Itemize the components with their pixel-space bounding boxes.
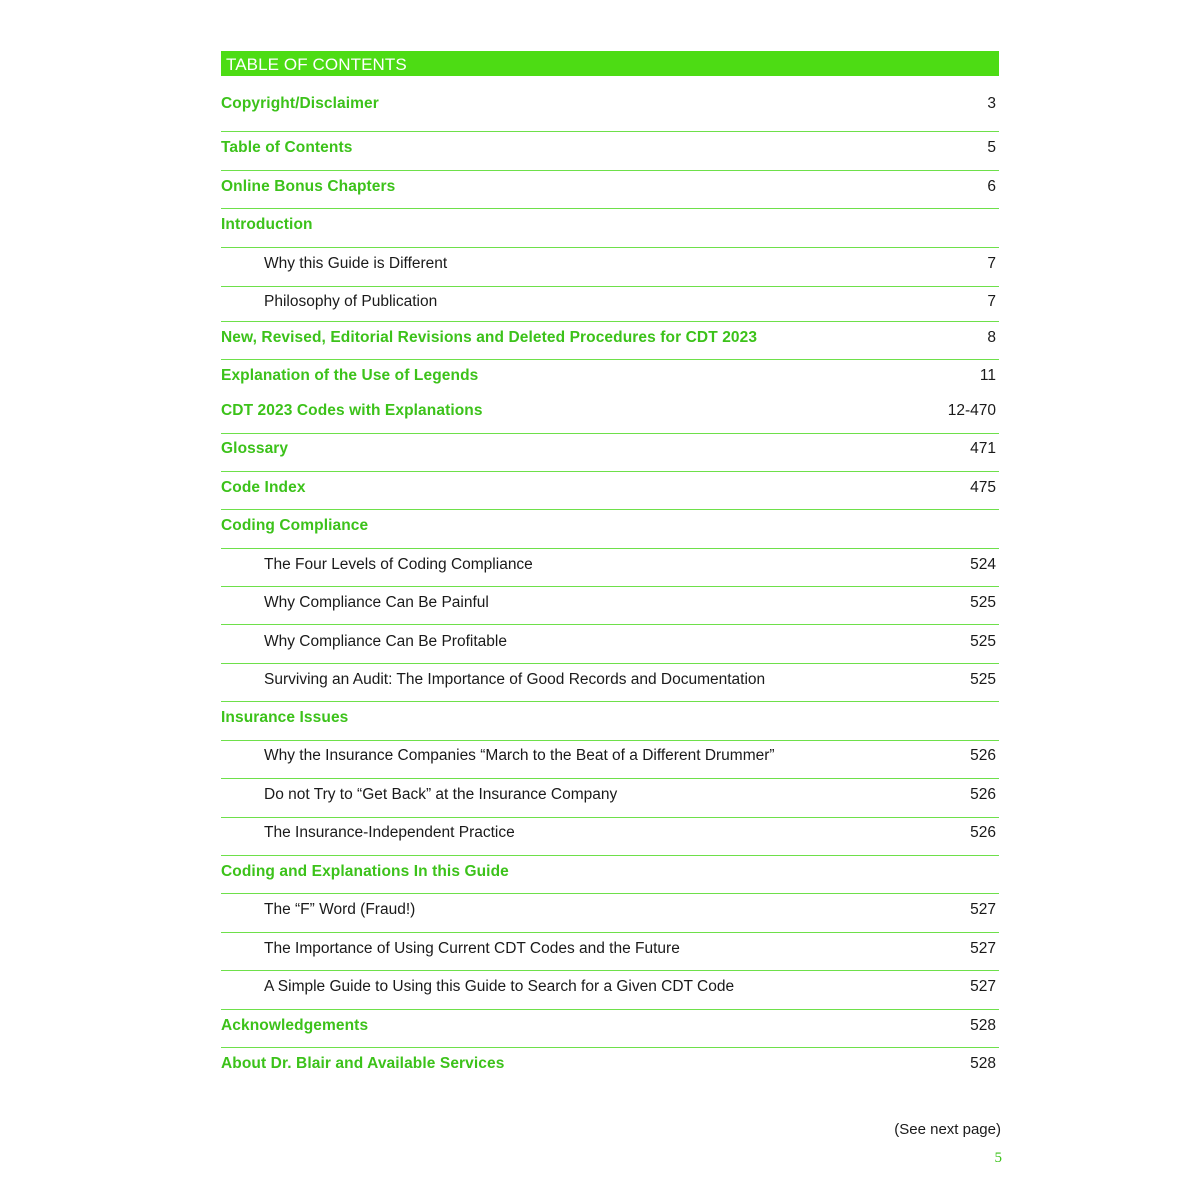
toc-entry-label: CDT 2023 Codes with Explanations: [221, 402, 483, 419]
divider: [221, 433, 999, 434]
toc-entry[interactable]: [221, 708, 999, 728]
toc-entry-label: New, Revised, Editorial Revisions and Deleted Procedures for CDT 2023: [221, 329, 758, 346]
divider: [221, 817, 999, 818]
toc-entry-page: 526: [970, 824, 996, 841]
divider: [221, 247, 999, 248]
toc-entry-page: 475: [970, 479, 996, 496]
divider: [221, 586, 999, 587]
toc-entry-label: Surviving an Audit: The Importance of Good Records and Documentation: [264, 671, 766, 688]
toc-entry-page: 528: [970, 1017, 996, 1034]
toc-entry[interactable]: [221, 823, 999, 843]
toc-entry-page: 525: [970, 594, 996, 611]
divider: [221, 208, 999, 209]
divider: [221, 701, 999, 702]
toc-entry-label: Online Bonus Chapters: [221, 178, 396, 195]
toc-entry[interactable]: [221, 1016, 999, 1036]
toc-entry[interactable]: [221, 138, 999, 158]
divider: [221, 548, 999, 549]
toc-entry-page: 12-470: [947, 402, 996, 419]
divider: [221, 663, 999, 664]
divider: [221, 778, 999, 779]
toc-entry-label: Explanation of the Use of Legends: [221, 367, 479, 384]
toc-entry-page: 3: [987, 95, 996, 112]
divider: [221, 855, 999, 856]
toc-entry[interactable]: [221, 555, 999, 575]
toc-entry[interactable]: [221, 746, 999, 766]
toc-entry-label: Why this Guide is Different: [264, 255, 448, 272]
divider: [221, 1009, 999, 1010]
divider: [221, 932, 999, 933]
toc-entry-page: 525: [970, 633, 996, 650]
toc-entry-label: A Simple Guide to Using this Guide to Search for a Given CDT Code: [264, 978, 735, 995]
divider: [221, 1047, 999, 1048]
toc-entry-label: The “F” Word (Fraud!): [264, 901, 416, 918]
toc-entry[interactable]: [221, 366, 999, 386]
divider: [221, 624, 999, 625]
divider: [221, 509, 999, 510]
toc-entry-label: The Four Levels of Coding Compliance: [264, 556, 533, 573]
toc-entry[interactable]: [221, 900, 999, 920]
toc-entry[interactable]: [221, 1054, 999, 1074]
toc-entry-label: Copyright/Disclaimer: [221, 95, 379, 112]
toc-entry-label: Glossary: [221, 440, 289, 457]
toc-entry-label: Why Compliance Can Be Painful: [264, 594, 489, 611]
toc-entry[interactable]: [221, 439, 999, 459]
toc-entry[interactable]: [221, 862, 999, 882]
toc-entry[interactable]: [221, 328, 999, 348]
toc-entry[interactable]: [221, 593, 999, 613]
toc-entry[interactable]: [221, 785, 999, 805]
toc-entry[interactable]: [221, 177, 999, 197]
divider: [221, 893, 999, 894]
toc-entry-page: 7: [987, 293, 996, 310]
toc-entry-page: 11: [979, 367, 996, 384]
divider: [221, 970, 999, 971]
divider: [221, 131, 999, 132]
toc-entry-page: 526: [970, 786, 996, 803]
toc-entry-page: 6: [987, 178, 996, 195]
toc-header-bar: [221, 51, 999, 76]
toc-entry-page: 7: [987, 255, 996, 272]
toc-entry-page: 524: [970, 556, 996, 573]
toc-entry-page: 8: [987, 329, 996, 346]
toc-entry-page: 525: [970, 671, 996, 688]
page-number: 5: [994, 1150, 1002, 1166]
toc-entry-label: Acknowledgements: [221, 1017, 369, 1034]
toc-entry-page: 527: [970, 940, 996, 957]
toc-entry[interactable]: [221, 977, 999, 997]
toc-entry[interactable]: [221, 94, 999, 114]
toc-entry[interactable]: [221, 632, 999, 652]
see-next-note: (See next page): [894, 1121, 1001, 1138]
toc-entry[interactable]: [221, 401, 999, 421]
toc-entry-label: Coding and Explanations In this Guide: [221, 863, 509, 880]
divider: [221, 740, 999, 741]
divider: [221, 286, 999, 287]
toc-entry-label: The Importance of Using Current CDT Codes and the Future: [264, 940, 680, 957]
toc-entry[interactable]: [221, 215, 999, 235]
toc-entry-label: Do not Try to “Get Back” at the Insurance Company: [264, 786, 618, 803]
toc-entry-page: 5: [987, 139, 996, 156]
toc-entry[interactable]: [221, 254, 999, 274]
divider: [221, 170, 999, 171]
toc-entry[interactable]: [221, 670, 999, 690]
toc-entry-label: Introduction: [221, 216, 313, 233]
toc-entry-page: 527: [970, 978, 996, 995]
toc-entry[interactable]: [221, 292, 999, 312]
toc-entry[interactable]: [221, 516, 999, 536]
toc-header-title: TABLE OF CONTENTS: [226, 55, 407, 74]
toc-entry-page: 471: [970, 440, 996, 457]
toc-entry-page: 527: [970, 901, 996, 918]
toc-entry-label: Why the Insurance Companies “March to the Beat of a Different Drummer”: [264, 747, 775, 764]
toc-entry-label: Table of Contents: [221, 139, 353, 156]
toc-entry[interactable]: [221, 939, 999, 959]
toc-entry-label: Code Index: [221, 479, 306, 496]
divider: [221, 321, 999, 322]
toc-entry-label: Insurance Issues: [221, 709, 349, 726]
toc-entry-label: Philosophy of Publication: [264, 293, 438, 310]
toc-entry[interactable]: [221, 478, 999, 498]
toc-entry-label: Why Compliance Can Be Profitable: [264, 633, 507, 650]
toc-entry-label: About Dr. Blair and Available Services: [221, 1055, 505, 1072]
toc-entry-page: 528: [970, 1055, 996, 1072]
toc-entry-label: Coding Compliance: [221, 517, 369, 534]
divider: [221, 359, 999, 360]
toc-entry-page: 526: [970, 747, 996, 764]
divider: [221, 471, 999, 472]
toc-entry-label: The Insurance-Independent Practice: [264, 824, 515, 841]
